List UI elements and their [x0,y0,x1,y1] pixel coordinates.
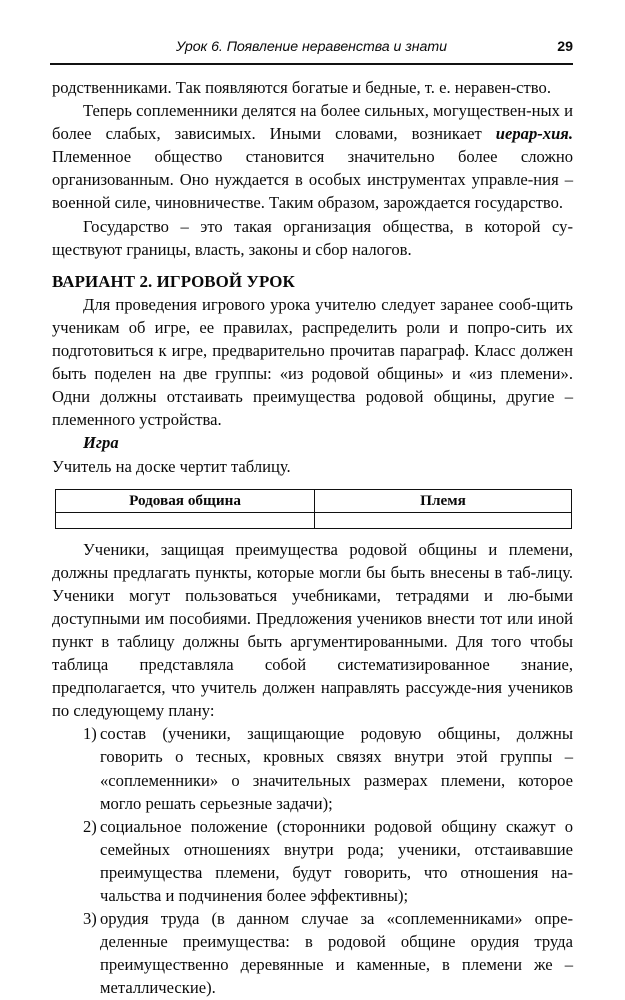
comparison-table-wrapper [55,489,571,529]
list-item [52,722,573,814]
paragraph-state-definition: Государство – это такая организация общества, в которой су-ществуют границы, власть, законы и сбор налогов. [52,216,573,259]
plan-list [52,722,573,999]
paragraph-hierarchy-part2: Племенное общество становится значительно более сложно организованным. Оно нуждается в особых инструментах управле-ния – военной силе, чиновничестве. Таким образом, зарождается государство. [52,147,573,213]
list-item-marker: 2) [83,816,97,836]
list-item-text: социальное положение (сторонники родовой общину скажут о семейных отношениях внутри рода; ученики, отстаивавшие преимущества племени, будут говорить, что отношения на-чальства и подчинения более эффективны); [100,816,573,905]
paragraph-teacher-draws-table: Учитель на доске чертит таблицу. [52,456,291,476]
table-bottom-spacer [52,529,573,538]
subheading-game: Игра [83,433,119,453]
table-cell-clan-community-empty [56,512,315,528]
table-header-tribe: Племя [315,489,572,512]
comparison-table [55,489,572,529]
running-head [50,39,573,55]
running-head-title: Урок 6. Появление неравенства и знати [176,39,447,55]
paragraph-hierarchy-part1: Теперь соплеменники делятся на более сильных, могуществен-ных и более слабых, зависимых. Иными словами, возникает [52,101,573,144]
paragraph-students-arguments: Ученики, защищая преимущества родовой общины и племени, должны предлагать пункты, которые могли бы быть внесены в таб-лицу. Ученики могут пользоваться учебниками, тетрадями и лю-быми доступными им пособиями. Предложения учеников внести тот или иной пункт в таблицу должны быть аргументированными. Для того чтобы таблица представляла собой систематизированное знание, предполагается, что учитель должен направлять рассужде-ния учеников по следующему плану: [52,539,573,721]
paragraph-kinship: родственниками. Так появляются богатые и бедные, т. е. неравен-ство. [52,78,551,97]
table-header-row [56,489,572,512]
list-item-marker: 3) [83,909,97,929]
table-row [56,512,572,528]
paragraph-hierarchy [52,99,573,214]
emphasis-hierarchy-term: иерар-хия. [495,124,573,144]
list-item [52,815,573,907]
list-item-marker: 1) [83,724,97,744]
table-cell-tribe-empty [315,512,572,528]
paragraph-game-lesson-setup: Для проведения игрового урока учителю следует заранее сооб-щить ученикам об игре, ее правилах, распределить роли и попро-сить их подготовиться к игре, предварительно прочитав параграф. Класс должен быть поделен на две группы: «из родовой общины» и «из племени». Одни должны отстаивать преимущества родовой общины, другие – племенного устройства. [52,294,573,430]
page-number: 29 [557,39,573,55]
table-header-clan-community: Родовая община [56,489,315,512]
text-column [52,76,573,999]
list-item-text: орудия труда (в данном случае за «соплеменниками» опре-деленные преимущества: в родовой общине орудия труда преимущественно деревянные и каменные, в племени же – металлические). [100,909,573,998]
section-heading-variant-2: ВАРИАНТ 2. ИГРОВОЙ УРОК [52,271,295,291]
header-rule-divider [50,63,573,65]
list-item [52,907,573,999]
list-item-text: состав (ученики, защищающие родовую общины, должны говорить о тесных, кровных связях внутри этой группы – «соплеменники» о значительных размерах племени, которое могло решать серьезные задачи); [100,724,573,813]
